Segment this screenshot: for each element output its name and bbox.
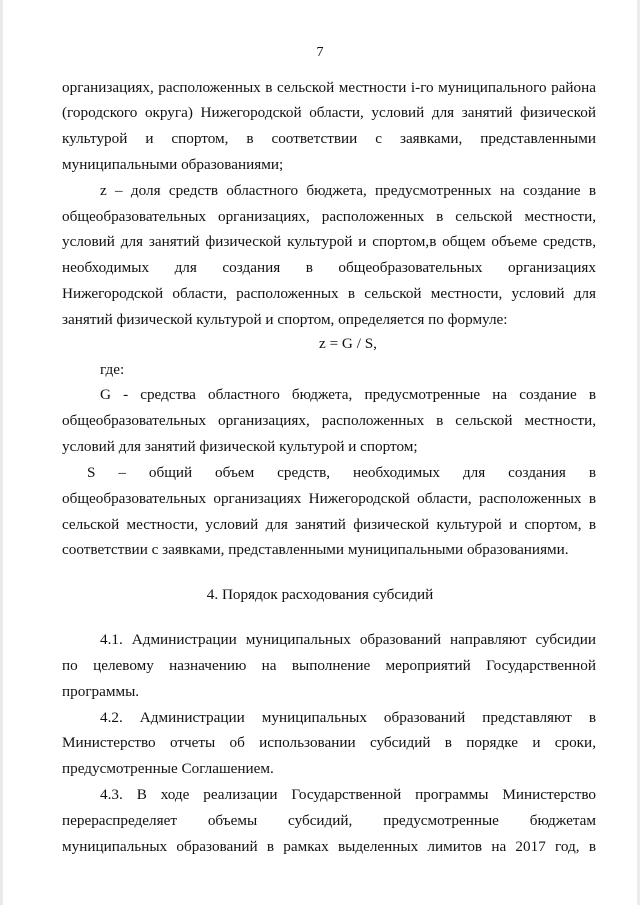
scan-edge-left	[0, 0, 3, 905]
page-number: 7	[316, 45, 324, 60]
text-line: общеобразовательных организациях, расположенных в сельской местности,	[62, 412, 596, 429]
text-line: соответствии с заявками, представленными муниципальными образованиями.	[62, 541, 569, 558]
text-line: где:	[100, 361, 125, 378]
text-line: перераспределяет объемы субсидий, предусмотренные бюджетам	[62, 812, 596, 829]
text-line: G - средства областного бюджета, предусмотренные на создание в	[100, 386, 596, 403]
text-line: Нижегородской области, расположенных в сельской местности, условий для	[62, 285, 596, 302]
text-line: необходимых для создания в общеобразовательных организациях	[62, 259, 596, 276]
text-line: общеобразовательных организациях, расположенных в сельской местности,	[62, 208, 596, 225]
text-line: S – общий объем средств, необходимых для создания в	[87, 464, 596, 481]
text-line: условий для занятий физической культурой и спортом,в общем объеме средств,	[62, 233, 596, 250]
formula: z = G / S,	[319, 335, 377, 352]
text-line: по целевому назначению на выполнение мероприятий Государственной	[62, 657, 596, 674]
text-line: сельской местности, условий для занятий физической культурой и спортом, в	[62, 516, 596, 533]
text-line: Министерство отчеты об использовании субсидий в порядке и сроки,	[62, 734, 596, 751]
text-line: 4.1. Администрации муниципальных образований направляют субсидии	[100, 631, 596, 648]
text-line: программы.	[62, 683, 140, 700]
text-line: условий для занятий физической культурой и спортом;	[62, 438, 418, 455]
text-line: предусмотренные Соглашением.	[62, 760, 274, 777]
text-line: культурой и спортом, в соответствии с заявками, представленными	[62, 130, 596, 147]
text-line: муниципальных образований в рамках выделенных лимитов на 2017 год, в	[62, 838, 596, 855]
text-line: 4.3. В ходе реализации Государственной программы Министерство	[100, 786, 596, 803]
text-line: муниципальными образованиями;	[62, 156, 284, 173]
text-line: организациях, расположенных в сельской местности i-го муниципального района	[62, 79, 596, 96]
section-heading: 4. Порядок расходования субсидий	[206, 586, 434, 603]
text-line: занятий физической культурой и спортом, определяется по формуле:	[62, 311, 508, 328]
text-line: 4.2. Администрации муниципальных образований представляют в	[100, 709, 596, 726]
text-line: (городского округа) Нижегородской области, условий для занятий физической	[62, 104, 596, 121]
text-line: z – доля средств областного бюджета, предусмотренных на создание в	[100, 182, 596, 199]
text-line: общеобразовательных организациях Нижегородской области, расположенных в	[62, 490, 596, 507]
